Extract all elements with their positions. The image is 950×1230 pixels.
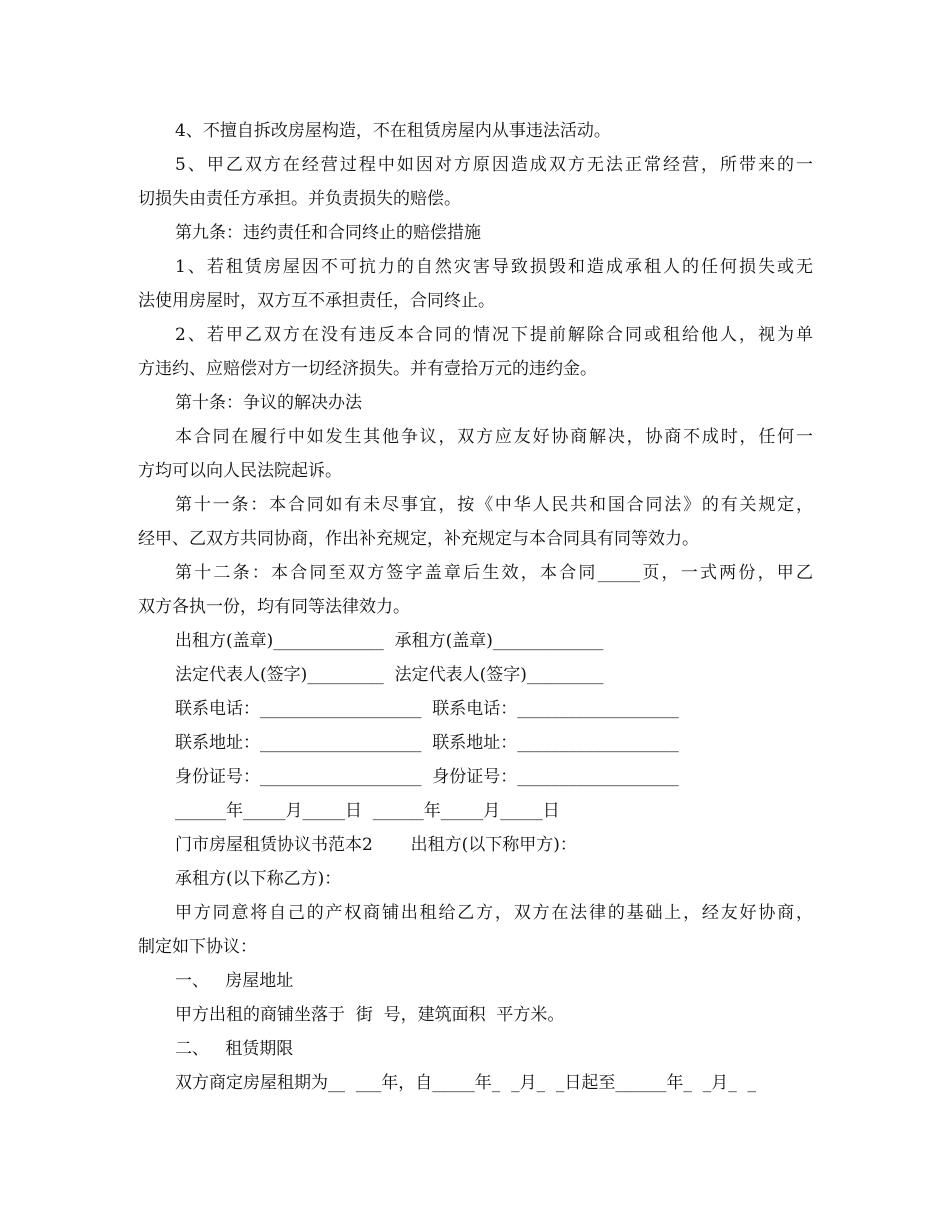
text-line: 第十一条：本合同如有未尽事宜，按《中华人民共和国合同法》的有关规定，: [175, 495, 813, 515]
text-line: 法使用房屋时，双方互不承担责任，合同终止。: [138, 291, 495, 311]
text-line: 经甲、乙双方共同协商，作出补充规定，补充规定与本合同具有同等效力。: [138, 529, 699, 549]
text-line: 双方商定房屋租期为__ ___年，自_____年_ _月_ _日起至______年_ _月_ _: [175, 1073, 757, 1093]
text-line: 门市房屋租赁协议书范本2 出租方(以下称甲方)：: [175, 835, 577, 855]
text-line: 方均可以向人民法院起诉。: [138, 461, 342, 481]
text-line: 联系地址：___________________ 联系地址：___________________: [175, 733, 679, 753]
text-line: 联系电话：___________________ 联系电话：___________________: [175, 699, 679, 719]
text-line: 二、 租赁期限: [175, 1039, 294, 1059]
text-line: 承租方(以下称乙方)：: [175, 869, 342, 889]
text-line: 身份证号：___________________ 身份证号：___________________: [175, 767, 679, 787]
text-line: 第十条：争议的解决办法: [175, 393, 362, 413]
text-line: 1、若租赁房屋因不可抗力的自然灾害导致损毁和造成承租人的任何损失或无: [175, 257, 813, 277]
text-line: 法定代表人(签字)_________ 法定代表人(签字)_________: [175, 665, 604, 685]
text-line: 本合同在履行中如发生其他争议，双方应友好协商解决，协商不成时，任何一: [175, 427, 813, 447]
text-line: 5、甲乙双方在经营过程中如因对方原因造成双方无法正常经营，所带来的一: [175, 155, 813, 175]
text-line: 出租方(盖章)_____________ 承租方(盖章)_____________: [175, 631, 604, 651]
text-line: 双方各执一份，均有同等法律效力。: [138, 597, 410, 617]
contract-body: [138, 114, 813, 1100]
text-line: 切损失由责任方承担。并负责损失的赔偿。: [138, 189, 461, 209]
text-line: 2、若甲乙双方在没有违反本合同的情况下提前解除合同或租给他人，视为单: [175, 325, 813, 345]
text-line: ______年_____月_____日 ______年_____月_____日: [175, 801, 560, 821]
text-line: 第九条：违约责任和合同终止的赔偿措施: [175, 223, 481, 243]
text-line: 甲方同意将自己的产权商铺出租给乙方，双方在法律的基础上，经友好协商，: [175, 903, 813, 923]
text-line: 制定如下协议：: [138, 937, 257, 957]
text-line: 4、不擅自拆改房屋构造，不在租赁房屋内从事违法活动。: [175, 121, 611, 141]
text-line: 第十二条：本合同至双方签字盖章后生效，本合同_____页，一式两份，甲乙: [175, 563, 813, 583]
text-line: 方违约、应赔偿对方一切经济损失。并有壹拾万元的违约金。: [138, 359, 597, 379]
text-line: 一、 房屋地址: [175, 971, 294, 991]
text-line: 甲方出租的商铺坐落于 街 号，建筑面积 平方米。: [175, 1005, 565, 1025]
